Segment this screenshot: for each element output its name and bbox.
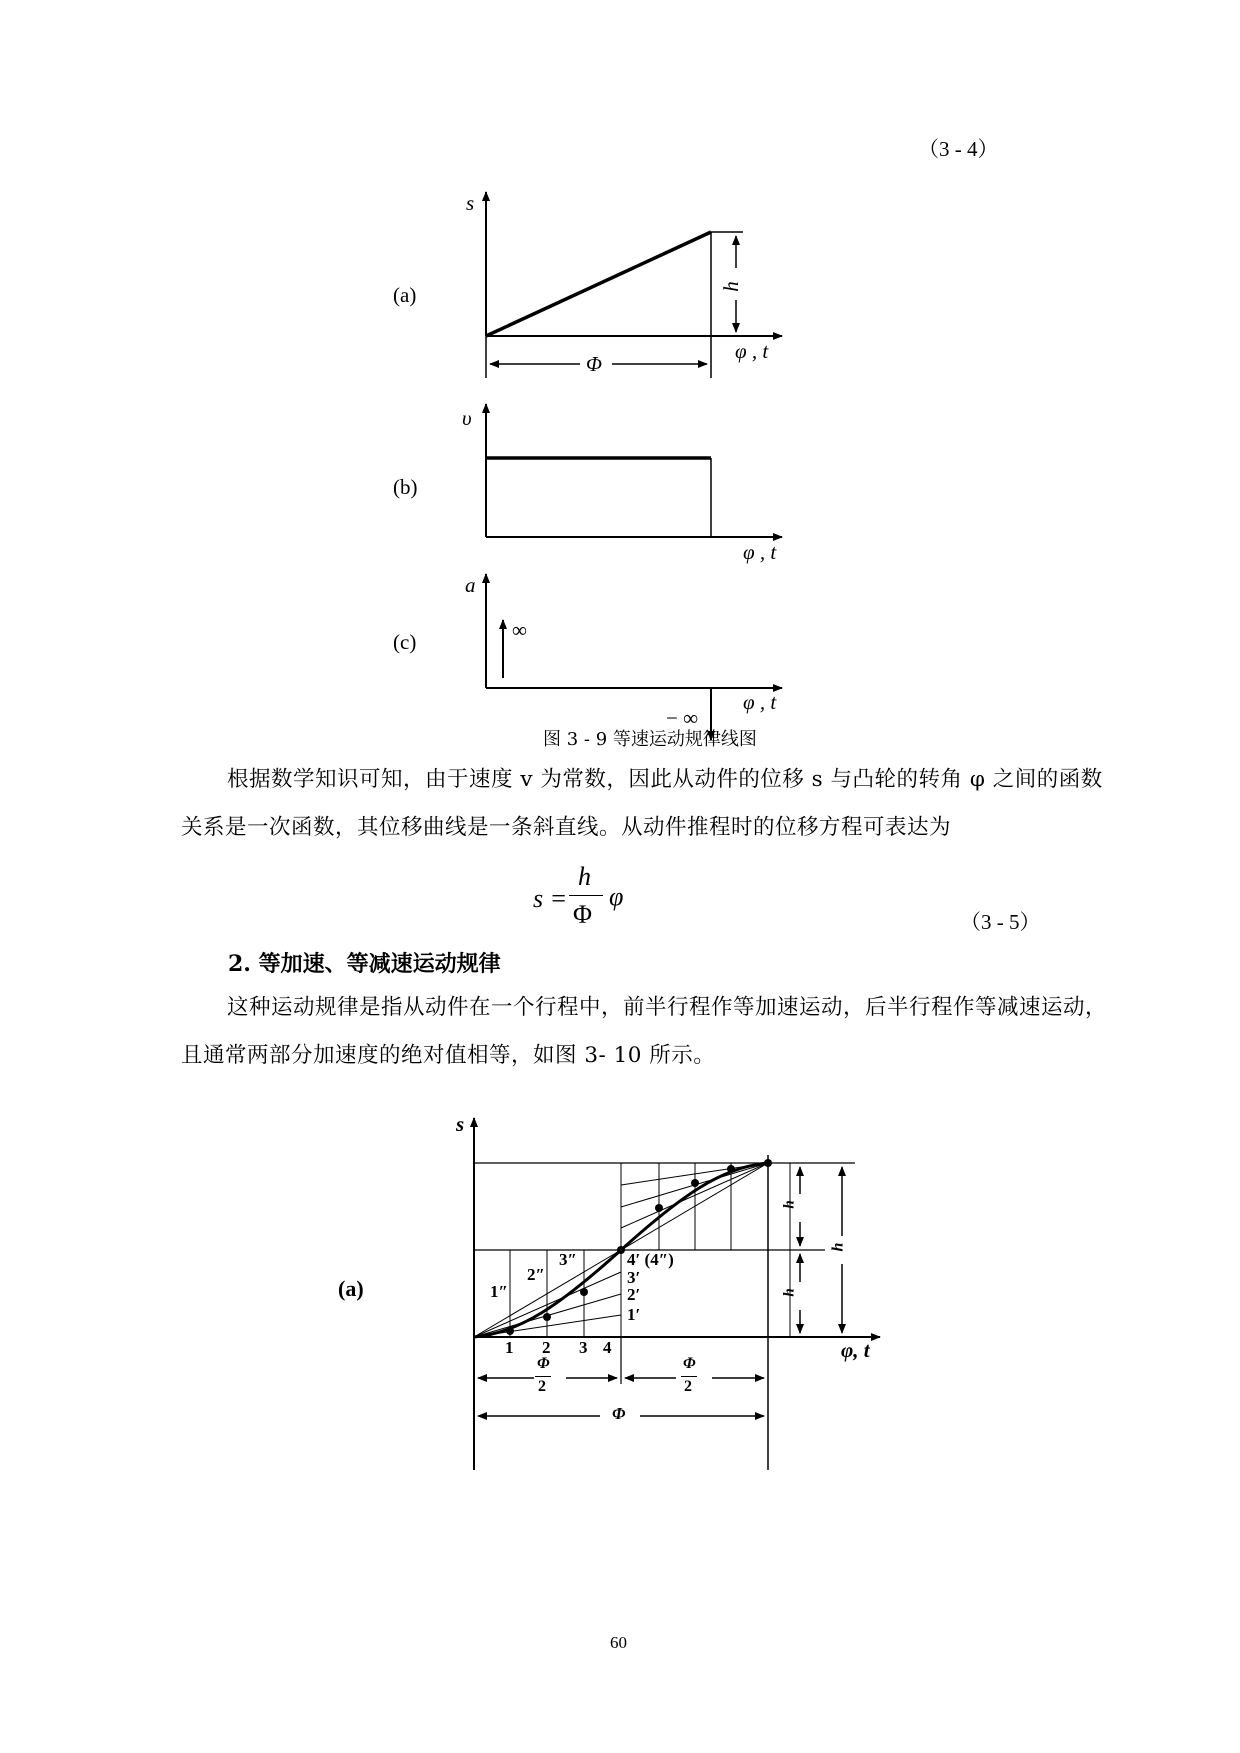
- paragraph-1: 根据数学知识可知，由于速度 v 为常数，因此从动件的位移 s 与凸轮的转角 φ 之间的函数关系是一次函数，其位移曲线是一条斜直线。从动件推程时的位移方程可表达为: [181, 767, 1103, 840]
- panel-b-y-label: υ: [462, 406, 472, 430]
- page-number: 60: [610, 1633, 627, 1652]
- tick-label-3: 3: [579, 1338, 588, 1357]
- half-span-right-bar: [681, 1376, 697, 1377]
- half-span-right-num: Φ: [683, 1355, 696, 1372]
- fig-3-10-label: (a): [338, 1276, 364, 1301]
- figure-3-9: [0, 0, 1240, 760]
- neg-infinity-label: − ∞: [666, 706, 699, 730]
- half-span-left-den: 2: [538, 1378, 546, 1395]
- panel-a-x-label: φ , t: [735, 339, 769, 363]
- panel-a-displacement-line: [486, 232, 711, 336]
- half-span-right-den: 2: [684, 1378, 692, 1395]
- panel-c-x-label: φ , t: [743, 690, 777, 714]
- panel-c: [486, 574, 782, 740]
- formula-lhs: s =: [533, 884, 568, 913]
- point-label-1pp: 1″: [490, 1282, 508, 1301]
- panel-c-label: (c): [393, 630, 417, 654]
- panel-b: [486, 404, 782, 537]
- full-span-label: Φ: [612, 1404, 626, 1423]
- equation-number-3-5: （3 - 5）: [960, 910, 1041, 934]
- point-label-3p: 3′: [627, 1268, 641, 1287]
- panel-a-label: (a): [393, 283, 417, 307]
- half-span-left-bar: [535, 1376, 551, 1377]
- point-label-2pp: 2″: [527, 1265, 545, 1284]
- formula-3-5: [533, 862, 653, 932]
- formula-variable: φ: [609, 882, 624, 911]
- point-label-4p: 4′ (4″): [627, 1250, 674, 1269]
- fraction-bar: [569, 895, 603, 896]
- formula-denominator: Φ: [573, 900, 593, 929]
- point-label-1p: 1′: [627, 1305, 641, 1324]
- tick-label-1: 1: [505, 1338, 514, 1357]
- equation-number-3-4: （3 - 4）: [918, 137, 999, 161]
- fig-3-10-x-label: φ, t: [841, 1338, 870, 1362]
- tick-label-2: 2: [542, 1338, 551, 1357]
- panel-c-y-label: a: [465, 573, 476, 597]
- pos-infinity-label: ∞: [512, 618, 527, 642]
- panel-a-span-label: Φ: [586, 352, 602, 376]
- fig-3-10-height-label: h: [829, 1242, 847, 1252]
- panel-b-label: (b): [393, 475, 418, 499]
- panel-b-x-label: φ , t: [743, 540, 777, 564]
- figure-3-9-caption: 图 3 - 9 等速运动规律线图: [543, 729, 757, 750]
- half-height-lower: h: [781, 1288, 798, 1297]
- panel-a-height-label: h: [718, 281, 743, 292]
- formula-numerator: h: [578, 862, 591, 891]
- section-heading: 2. 等加速、等减速运动规律: [228, 951, 501, 977]
- half-height-upper: h: [781, 1200, 798, 1209]
- panel-a-y-label: s: [466, 191, 475, 215]
- paragraph-2: 这种运动规律是指从动件在一个行程中，前半行程作等加速运动，后半行程作等减速运动，且通常两部分加速度的绝对值相等，如图 3- 10 所示。: [181, 995, 1108, 1068]
- half-span-left-num: Φ: [537, 1355, 550, 1372]
- point-label-2p: 2′: [627, 1285, 641, 1304]
- point-label-3pp: 3″: [559, 1250, 577, 1269]
- fig-3-10-y-label: s: [456, 1112, 465, 1136]
- tick-label-4: 4: [603, 1338, 612, 1357]
